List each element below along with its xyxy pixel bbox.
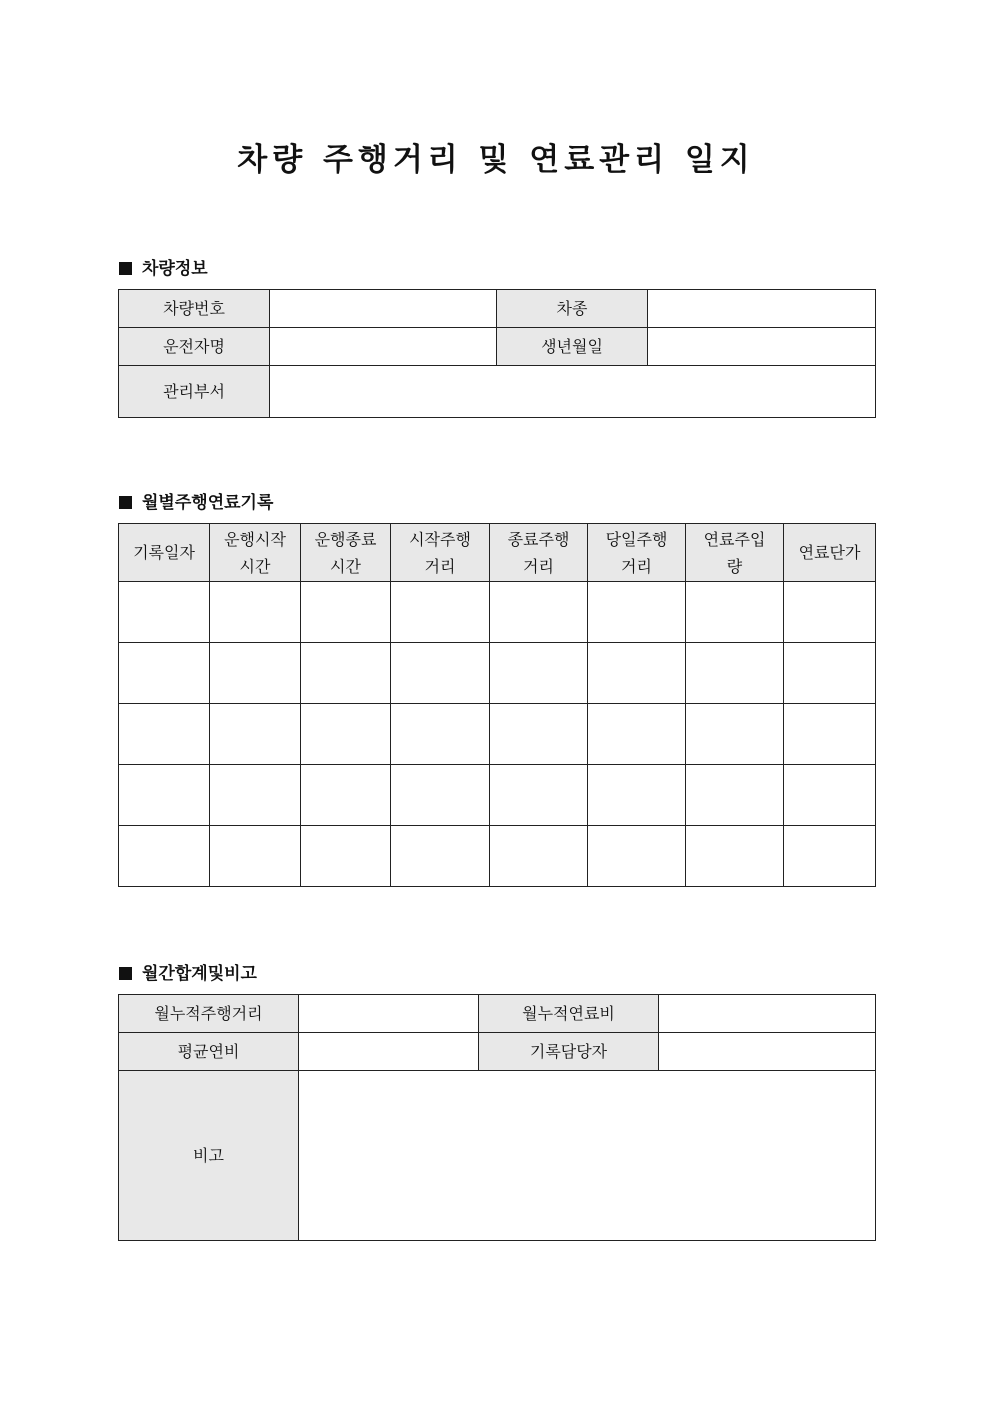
driver-name-field[interactable] bbox=[270, 328, 497, 366]
square-bullet-icon bbox=[119, 496, 132, 509]
log-cell[interactable] bbox=[119, 643, 210, 704]
log-row bbox=[119, 582, 876, 643]
log-cell[interactable] bbox=[301, 582, 391, 643]
column-header: 연료단가 bbox=[784, 524, 876, 582]
square-bullet-icon bbox=[119, 967, 132, 980]
log-section-label: 월별주행연료기록 bbox=[142, 493, 274, 513]
log-cell[interactable] bbox=[119, 582, 210, 643]
log-row bbox=[119, 704, 876, 765]
monthly-summary-table bbox=[118, 994, 876, 1241]
log-cell[interactable] bbox=[490, 643, 588, 704]
log-cell[interactable] bbox=[686, 582, 784, 643]
square-bullet-icon bbox=[119, 262, 132, 275]
log-cell[interactable] bbox=[784, 704, 876, 765]
vehicle-section-heading bbox=[119, 254, 208, 279]
log-cell[interactable] bbox=[301, 704, 391, 765]
vehicle-type-field[interactable] bbox=[648, 290, 876, 328]
log-cell[interactable] bbox=[588, 826, 686, 887]
vehicle-type-label: 차종 bbox=[497, 290, 648, 328]
log-cell[interactable] bbox=[588, 765, 686, 826]
log-cell[interactable] bbox=[210, 643, 301, 704]
summary-section-label: 월간합계및비고 bbox=[142, 964, 257, 984]
log-cell[interactable] bbox=[210, 765, 301, 826]
log-cell[interactable] bbox=[391, 643, 490, 704]
log-row bbox=[119, 643, 876, 704]
recorder-label: 기록담당자 bbox=[479, 1033, 659, 1071]
log-cell[interactable] bbox=[119, 765, 210, 826]
department-label: 관리부서 bbox=[119, 366, 270, 418]
log-row bbox=[119, 826, 876, 887]
column-header: 운행종료 시간 bbox=[301, 524, 391, 582]
log-cell[interactable] bbox=[784, 582, 876, 643]
monthly-distance-field[interactable] bbox=[299, 995, 479, 1033]
log-cell[interactable] bbox=[301, 765, 391, 826]
page-title: 차량 주행거리 및 연료관리 일지 bbox=[237, 142, 755, 178]
log-cell[interactable] bbox=[490, 826, 588, 887]
column-header: 종료주행 거리 bbox=[490, 524, 588, 582]
column-header: 기록일자 bbox=[119, 524, 210, 582]
vehicle-info-table bbox=[118, 289, 876, 418]
log-row bbox=[119, 765, 876, 826]
log-cell[interactable] bbox=[119, 704, 210, 765]
log-cell[interactable] bbox=[119, 826, 210, 887]
column-header: 시작주행 거리 bbox=[391, 524, 490, 582]
recorder-field[interactable] bbox=[659, 1033, 876, 1071]
column-header: 연료주입 량 bbox=[686, 524, 784, 582]
log-section-heading bbox=[119, 488, 273, 513]
log-cell[interactable] bbox=[391, 826, 490, 887]
column-header: 운행시작 시간 bbox=[210, 524, 301, 582]
log-cell[interactable] bbox=[490, 704, 588, 765]
log-cell[interactable] bbox=[490, 582, 588, 643]
log-cell[interactable] bbox=[784, 643, 876, 704]
log-cell[interactable] bbox=[686, 826, 784, 887]
log-cell[interactable] bbox=[391, 704, 490, 765]
driver-name-label: 운전자명 bbox=[119, 328, 270, 366]
summary-section-heading bbox=[119, 959, 257, 984]
avg-efficiency-label: 평균연비 bbox=[119, 1033, 299, 1071]
remarks-field[interactable] bbox=[299, 1071, 876, 1241]
vehicle-section-label: 차량정보 bbox=[142, 259, 208, 279]
birth-date-label: 생년월일 bbox=[497, 328, 648, 366]
log-cell[interactable] bbox=[784, 765, 876, 826]
department-field[interactable] bbox=[270, 366, 876, 418]
log-cell[interactable] bbox=[588, 704, 686, 765]
log-cell[interactable] bbox=[490, 765, 588, 826]
log-cell[interactable] bbox=[301, 826, 391, 887]
monthly-fuel-cost-field[interactable] bbox=[659, 995, 876, 1033]
log-cell[interactable] bbox=[301, 643, 391, 704]
birth-date-field[interactable] bbox=[648, 328, 876, 366]
log-cell[interactable] bbox=[210, 704, 301, 765]
log-cell[interactable] bbox=[588, 582, 686, 643]
vehicle-number-field[interactable] bbox=[270, 290, 497, 328]
log-cell[interactable] bbox=[391, 582, 490, 643]
avg-efficiency-field[interactable] bbox=[299, 1033, 479, 1071]
log-cell[interactable] bbox=[588, 643, 686, 704]
log-cell[interactable] bbox=[210, 582, 301, 643]
log-cell[interactable] bbox=[686, 704, 784, 765]
log-cell[interactable] bbox=[391, 765, 490, 826]
monthly-distance-label: 월누적주행거리 bbox=[119, 995, 299, 1033]
log-cell[interactable] bbox=[210, 826, 301, 887]
column-header: 당일주행 거리 bbox=[588, 524, 686, 582]
log-header-row bbox=[119, 524, 876, 582]
log-cell[interactable] bbox=[686, 643, 784, 704]
log-cell[interactable] bbox=[784, 826, 876, 887]
remarks-label: 비고 bbox=[119, 1071, 299, 1241]
vehicle-number-label: 차량번호 bbox=[119, 290, 270, 328]
log-cell[interactable] bbox=[686, 765, 784, 826]
fuel-log-table bbox=[118, 523, 876, 887]
monthly-fuel-cost-label: 월누적연료비 bbox=[479, 995, 659, 1033]
